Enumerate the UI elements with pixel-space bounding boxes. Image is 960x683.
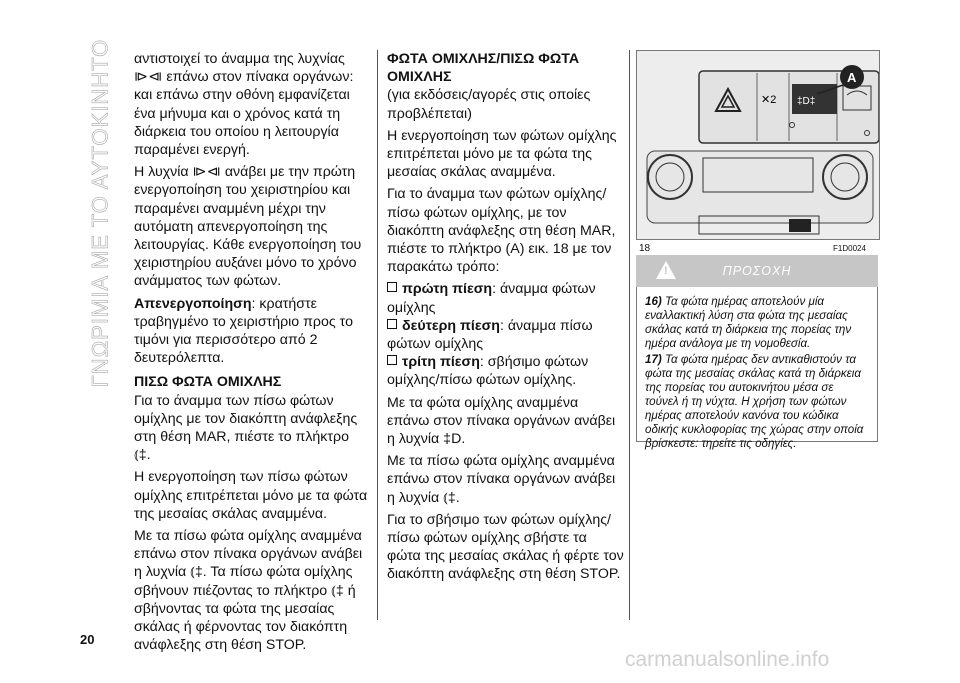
subheading: (για εκδόσεις/αγορές στις οποίες προβλέπεται) bbox=[387, 87, 591, 122]
page-number: 20 bbox=[80, 632, 95, 647]
warning-title: ΠΡΟΣΟΧΗ bbox=[722, 264, 792, 278]
paragraph: αντιστοιχεί το άναμμα της λυχνίας ⧐⧏ επάνω στον πίνακα οργάνων: και επάνω στην οθόνη εμφανίζεται ένα μήνυμα και ο χρόνος κατά τη διάρκεια του οποίου η λειτουργία παραμένει ενεργή. bbox=[134, 51, 354, 159]
figure-number: 18 bbox=[639, 243, 651, 254]
list-item: πρώτη πίεση: άναμμα φώτων ομίχλης bbox=[387, 281, 596, 316]
warning-header bbox=[636, 255, 878, 287]
bullet-square-icon bbox=[387, 282, 397, 292]
paragraph: Η ενεργοποίηση των φώτων ομίχλης επιτρέπεται μόνο με τα φώτα της μεσαίας σκάλας αναμμένα. bbox=[387, 127, 617, 181]
bullet-square-icon bbox=[387, 355, 397, 365]
watermark: carmanualsonline.info bbox=[625, 648, 830, 671]
paragraph: Με τα πίσω φώτα ομίχλης αναμμένα επάνω στον πίνακα οργάνων ανάβει η λυχνία ⦅‡. Τα πίσω φώτα ομίχλης σβήνουν πιέζοντας το πλήκτρο ⦅‡ ή σβήνοντας τα φώτα της μεσαίας σκάλας ή φέρνοντας τον διακόπτη ανάφλεξης στη θέση STOP. bbox=[134, 528, 363, 654]
warning-note: 17) Τα φώτα ημέρας δεν αντικαθιστούν τα φώτα της μεσαίας σκάλας κατά τη διάρκεια της πορείας του αυτοκινήτου μέσα σε τούνελ ή τη νύχτα. Η χρήση των φώτων ημέρας αποτελούν κανόνα του κώδικα οδικής κυκλοφορίας της χώρας στην οποία βρίσκεστε: τηρείτε τις οδηγίες. bbox=[645, 353, 864, 450]
heading-rear-fog: ΠΙΣΩ ΦΩΤΑ ΟΜΙΧΛΗΣ bbox=[134, 374, 282, 391]
column-divider bbox=[629, 50, 630, 620]
column-left bbox=[134, 50, 369, 659]
paragraph: Η λυχνία ⧐⧏ ανάβει με την πρώτη ενεργοποίηση του χειριστηρίου και παραμένει αναμμένη μέχρι την αυτόματη απενεργοποίηση της λειτουργίας. Κάθε ενεργοποίηση του χειριστηρίου αυξάνει μόνο το χρόνο ανάμματος των φώτων. bbox=[134, 164, 362, 290]
warning-box bbox=[636, 287, 878, 450]
bullet-square-icon bbox=[387, 319, 397, 329]
paragraph: Για το άναμμα των φώτων ομίχλης/πίσω φώτων ομίχλης, με τον διακόπτη ανάφλεξης στη θέση MAR, πιέστε το πλήκτρο (A) εικ. 18 με τον παρακάτω τρόπο: bbox=[387, 186, 616, 276]
dashboard-illustration bbox=[637, 51, 879, 239]
paragraph: Με τα φώτα ομίχλης αναμμένα επάνω στον πίνακα οργάνων ανάβει η λυχνία ‡D. bbox=[387, 394, 616, 448]
warning-note: 16) Τα φώτα ημέρας αποτελούν μία εναλλακτική λύση στα φώτα της μεσαίας σκάλας κατά τη διάρκεια της πορείας την ημέρα ανάλογα με τη νομοθεσία. bbox=[645, 295, 852, 350]
side-section-title: ΓΝΩΡΙΜΙΑ ΜΕ ΤΟ ΑΥΤΟΚΙΝΗΤΟ bbox=[87, 38, 113, 388]
list-item: τρίτη πίεση: σβήσιμο φώτων ομίχλης/πίσω φώτων ομίχλης. bbox=[387, 354, 589, 389]
paragraph: Για το σβήσιμο των φώτων ομίχλης/πίσω φώτων ομίχλης σβήστε τα φώτα της μεσαίας σκάλας ή φέρτε τον διακόπτη ανάφλεξης στη θέση STOP. bbox=[387, 511, 624, 583]
figure-code: F1D0024 bbox=[833, 244, 866, 253]
svg-text:✕2: ✕2 bbox=[761, 94, 777, 106]
term-deactivation: Απενεργοποίηση bbox=[134, 295, 252, 312]
warning-triangle-icon bbox=[656, 261, 676, 279]
paragraph: Απενεργοποίηση: κρατήστε τραβηγμένο το χειριστήριο προς το τιμόνι για περισσότερο από 2 δευτερόλεπτα. bbox=[134, 295, 353, 367]
svg-text:A: A bbox=[847, 70, 857, 85]
list-item: δεύτερη πίεση: άναμμα πίσω φώτων ομίχλης bbox=[387, 317, 593, 353]
paragraph: Για το άναμμα των πίσω φώτων ομίχλης με τον διακόπτη ανάφλεξης στη θέση MAR, πιέστε το πλήκτρο ⦅‡. bbox=[134, 392, 358, 464]
column-middle bbox=[387, 50, 624, 588]
svg-text:‡D‡: ‡D‡ bbox=[797, 96, 816, 107]
paragraph: Με τα πίσω φώτα ομίχλης αναμμένα επάνω στον πίνακα οργάνων ανάβει η λυχνία ⦅‡. bbox=[387, 453, 616, 506]
figure-dashboard-controls bbox=[636, 50, 880, 240]
column-divider bbox=[377, 50, 378, 620]
paragraph: Η ενεργοποίηση των πίσω φώτων ομίχλης επιτρέπεται μόνο με τα φώτα της μεσαίας σκάλας αναμμένα. bbox=[134, 469, 368, 522]
heading-fog-lights: ΦΩΤΑ ΟΜΙΧΛΗΣ/ΠΙΣΩ ΦΩΤΑ ΟΜΙΧΛΗΣ bbox=[387, 51, 580, 86]
